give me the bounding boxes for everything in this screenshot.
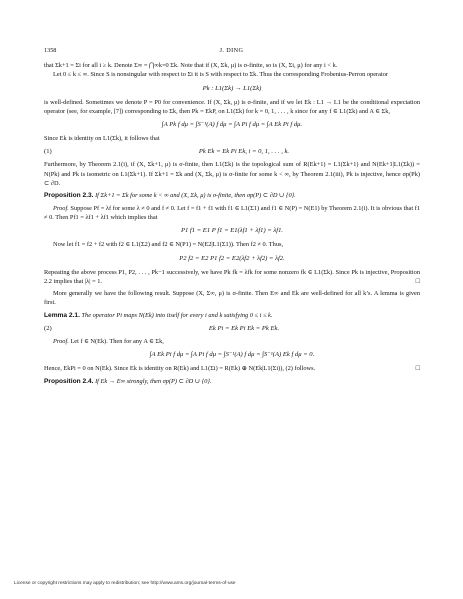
paragraph-5: Furthermore, by Theorem 2.1(i), if (X, Σk+1, μ) is σ-finite, then L1(Σk) is the topological sum of R(Ek+1) = L1(Σk+1) and N(Ek+1|L1(Σk)) = N(Pk) and Pk is isometric on L1(Σk+1). If Σk+1 = Σk and (X, Σk, μ) is σ-finite for some k < ∞, by Theorem 2.1(iii), Pk is injective, hence σp(Pk) ⊂ ∂D. xyxy=(44,161,420,188)
proof-1 xyxy=(44,204,420,223)
paragraph-6: Now let f1 = f2 + f2 with f2 ∈ L1(Σ2) and f2 ∈ N(P1) = N(E2|L1(Σ1)). Then f2 ≠ 0. Thus, xyxy=(53,241,284,249)
equation-1-number: (1) xyxy=(44,148,52,156)
equation-2-body: Ek Pi = Ek Pi Ek = Pk Ek. xyxy=(208,325,280,333)
equation-2-number: (2) xyxy=(44,325,52,333)
paragraph-1: that Σk+1 = Σi for all i ≥ k. Denote Σ∞ = ⋂∞k=0 Σk. Note that if (X, Σk, μ) is σ-finite, so is (X, Σi, μ) for any i < k. xyxy=(44,62,338,69)
equation-1 xyxy=(44,146,420,157)
proof-1-heading: Proof. xyxy=(53,204,69,212)
equation-p1f1: P1 f1 = E1 P f1 = E1(λf1 + λf1) = λf1. xyxy=(180,227,284,235)
paragraph-7 xyxy=(44,268,420,287)
paragraph-3: is well-defined. Sometimes we denote P = P0 for convenience. If (X, Σk, μ) is σ-finite, and if we let Ek : L1 → L1 be the conditional expectation operator (see, for example, [7]) corresponding to Σk, then Pk = EkP, on L1(Σk) for k = 0, 1, . . . , k since for any f ∈ L1(Σk) and A ∈ Σk, xyxy=(44,98,420,115)
paragraph-8: More generally we have the following result. Suppose (X, Σ∞, μ) is σ-finite. Then E∞ and Ek are well-defined for all k’s. A lemma is given first. xyxy=(44,290,420,307)
paragraph-9-text: Hence, EkPi = 0 on N(Ek). Since Ek is identity on R(Ek) and L1(Σi) = R(Ek) ⊕ N(Ek|L1(Σi)), (2) follows. xyxy=(44,365,316,373)
proposition-2-3 xyxy=(44,191,420,200)
license-footer: License or copyright restrictions may apply to redistribution; see http://www.ams.org/journal-terms-of-use xyxy=(14,581,236,586)
equation-pk-operator: Pk : L1(Σk) → L1(Σk) xyxy=(202,84,262,92)
paragraph-4: Since Ek is identity on L1(Σk), it follows that xyxy=(44,135,160,143)
equation-integral-2: ∫A Ek Pi f dμ = ∫A Pi f dμ = ∫S⁻¹(A) f dμ = ∫S⁻¹(A) Ek f dμ = 0. xyxy=(149,351,315,359)
paper-body xyxy=(44,61,420,386)
proposition-2-4-text: If Ek → E∞ strongly, then σp(P) ⊂ ∂D ∪ {0}. xyxy=(95,377,212,385)
equation-1-body: Pk Ek = Ek Pi Ek, i = 0, 1, . . . , k. xyxy=(198,148,290,156)
proposition-2-4 xyxy=(44,377,420,386)
running-author: J. DING xyxy=(219,47,244,54)
lemma-2-1 xyxy=(44,311,420,320)
proof-2-text: Let f ∈ N(Ek). Then for any A ∈ Σk, xyxy=(70,338,164,346)
equation-2 xyxy=(44,323,420,334)
lemma-2-1-text: The operator Pi maps N(Ek) into itself for every i and k satisfying 0 ≤ i ≤ k. xyxy=(81,311,273,319)
proposition-2-3-heading: Proposition 2.3. xyxy=(44,192,94,200)
equation-integral-1: ∫A Pk f dμ = ∫S⁻¹(A) f dμ = ∫A Pi f dμ = ∫A Ek Pi f dμ. xyxy=(161,121,303,129)
proof-2 xyxy=(44,337,420,346)
qed-mark-1: □ xyxy=(415,276,420,285)
proposition-2-4-heading: Proposition 2.4. xyxy=(44,377,94,385)
page-number: 1358 xyxy=(44,47,57,54)
running-header xyxy=(44,47,419,57)
paragraph-2: Let 0 ≤ k ≤ ∞. Since S is nonsingular with respect to Σi it is S with respect to Σk. Thus the corresponding Frobenius-Perron operator xyxy=(53,71,389,79)
lemma-2-1-heading: Lemma 2.1. xyxy=(44,311,80,319)
proof-2-heading: Proof. xyxy=(53,338,69,346)
equation-p2f2: P2 f2 = E2 P1 f2 = E2(λf2 + λf2) = λf2. xyxy=(179,254,285,262)
proposition-2-3-text: If Σk+1 = Σk for some k < ∞ and (X, Σk, μ) is σ-finite, then σp(P) ⊂ ∂D ∪ {0}. xyxy=(95,192,296,200)
paragraph-7-text: Repeating the above process P1, P2, . . . , Pk−1 successively, we have Pk fk = λfk for some nonzero fk ∈ L1(Σk). Since Pk is injective, Proposition 2.2 implies that |λ| = 1. xyxy=(44,268,420,285)
qed-mark-2: □ xyxy=(415,364,420,373)
proof-1-text: Suppose Pf = λf for some λ ≠ 0 and f ≠ 0. Let f = f1 + f1 with f1 ∈ L1(Σ1) and f1 ∈ N(P) = N(E1) by Theorem 2.1(i). It is obvious that f1 ≠ 0. Then Pf1 = λf1 + λf1 which implies that xyxy=(44,204,420,221)
paragraph-9 xyxy=(44,364,420,373)
